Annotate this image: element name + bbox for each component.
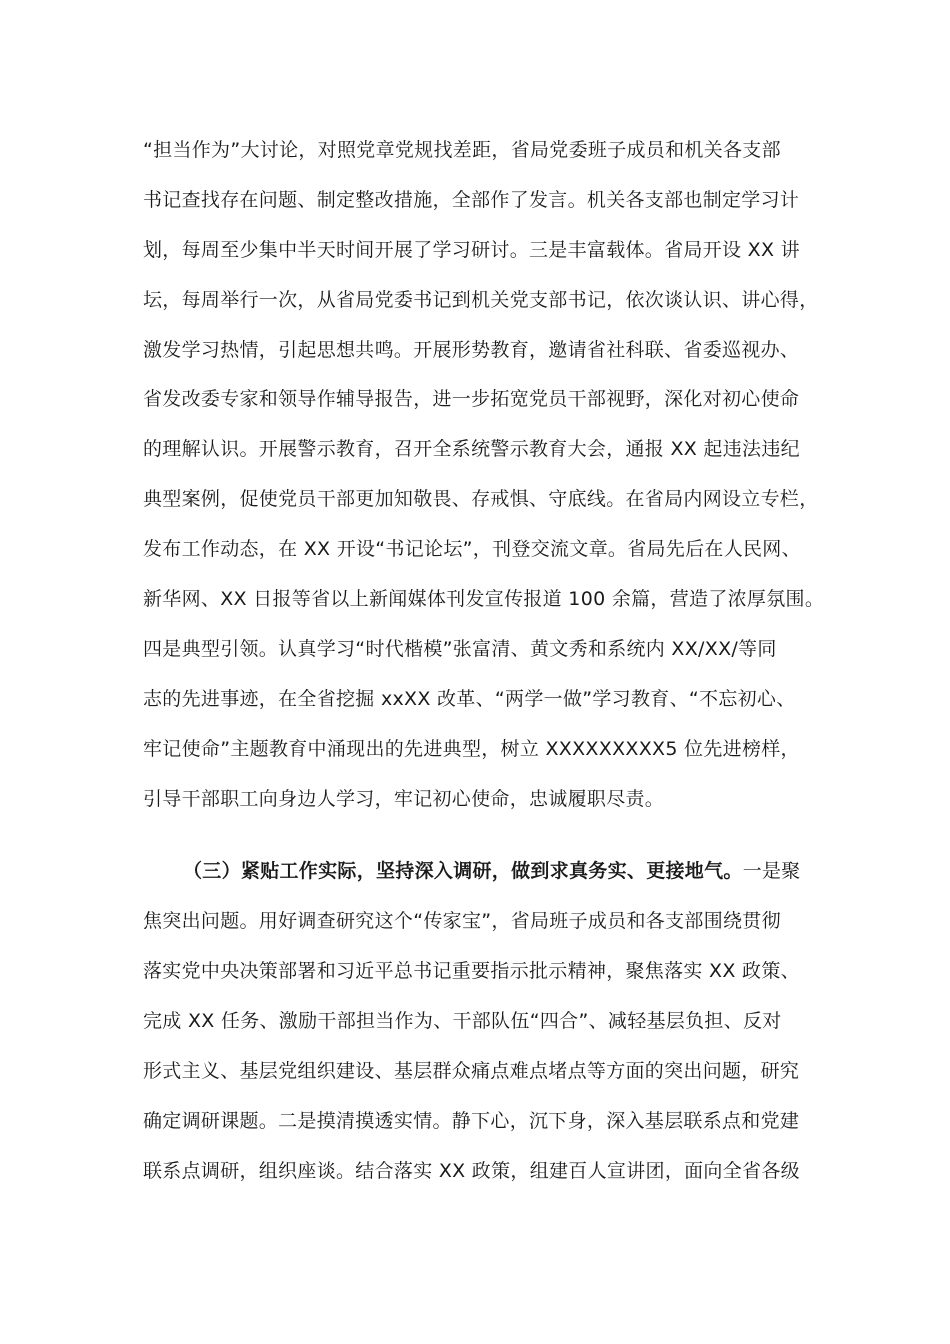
paragraph-1-line: 书记查找存在问题、制定整改措施，全部作了发言。机关各支部也制定学习计 xyxy=(143,189,800,211)
paragraph-2-line: 确定调研课题。二是摸清摸透实情。静下心，沉下身，深入基层联系点和党建 xyxy=(143,1110,800,1132)
paragraph-1-line: 志的先进事迹，在全省挖掘 xxXX 改革、“两学一做”学习教育、“不忘初心、 xyxy=(143,688,796,710)
paragraph-1-line: 的理解认识。开展警示教育，召开全系统警示教育大会，通报 XX 起违法违纪 xyxy=(143,438,800,460)
paragraph-1-line: 典型案例，促使党员干部更加知敬畏、存戒惧、守底线。在省局内网设立专栏， xyxy=(143,488,819,510)
paragraph-1-line: 牢记使命”主题教育中涌现出的先进典型，树立 XXXXXXXXX5 位先进榜样， xyxy=(143,738,800,760)
paragraph-2-line: 联系点调研，组织座谈。结合落实 XX 政策，组建百人宣讲团，面向全省各级 xyxy=(143,1160,800,1182)
paragraph-2-line: 落实党中央决策部署和习近平总书记重要指示批示精神，聚焦落实 XX 政策、 xyxy=(143,960,800,982)
paragraph-1-line: 引导干部职工向身边人学习，牢记初心使命，忠诚履职尽责。 xyxy=(143,788,665,810)
paragraph-2-line: 形式主义、基层党组织建设、基层群众痛点难点堵点等方面的突出问题，研究 xyxy=(143,1060,800,1082)
section-heading: （三）紧贴工作实际，坚持深入调研，做到求真务实、更接地气。 xyxy=(183,860,743,882)
paragraph-1-line: 新华网、XX 日报等省以上新闻媒体刊发宣传报道 100 余篇，营造了浓厚氛围。 xyxy=(143,588,825,610)
paragraph-1-line: 省发改委专家和领导作辅导报告，进一步拓宽党员干部视野，深化对初心使命 xyxy=(143,388,800,410)
paragraph-1-line: 发布工作动态，在 XX 开设“书记论坛”，刊登交流文章。省局先后在人民网、 xyxy=(143,538,801,560)
paragraph-1-line: 四是典型引领。认真学习“时代楷模”张富清、黄文秀和系统内 XX/XX/等同 xyxy=(143,638,777,660)
heading-continuation: 一是聚 xyxy=(742,860,801,882)
paragraph-2-first-line xyxy=(183,858,801,884)
paragraph-2-line: 焦突出问题。用好调查研究这个“传家宝”，省局班子成员和各支部围绕贯彻 xyxy=(143,910,781,932)
paragraph-1-line: “担当作为”大讨论，对照党章党规找差距，省局党委班子成员和机关各支部 xyxy=(143,139,781,161)
paragraph-2-line: 完成 XX 任务、激励干部担当作为、干部队伍“四合”、减轻基层负担、反对 xyxy=(143,1010,782,1032)
paragraph-1-line: 坛，每周举行一次，从省局党委书记到机关党支部书记，依次谈认识、讲心得， xyxy=(143,289,819,311)
paragraph-1-line: 激发学习热情，引起思想共鸣。开展形势教育，邀请省社科联、省委巡视办、 xyxy=(143,339,800,361)
paragraph-1-line: 划，每周至少集中半天时间开展了学习研讨。三是丰富载体。省局开设 XX 讲 xyxy=(143,239,800,261)
